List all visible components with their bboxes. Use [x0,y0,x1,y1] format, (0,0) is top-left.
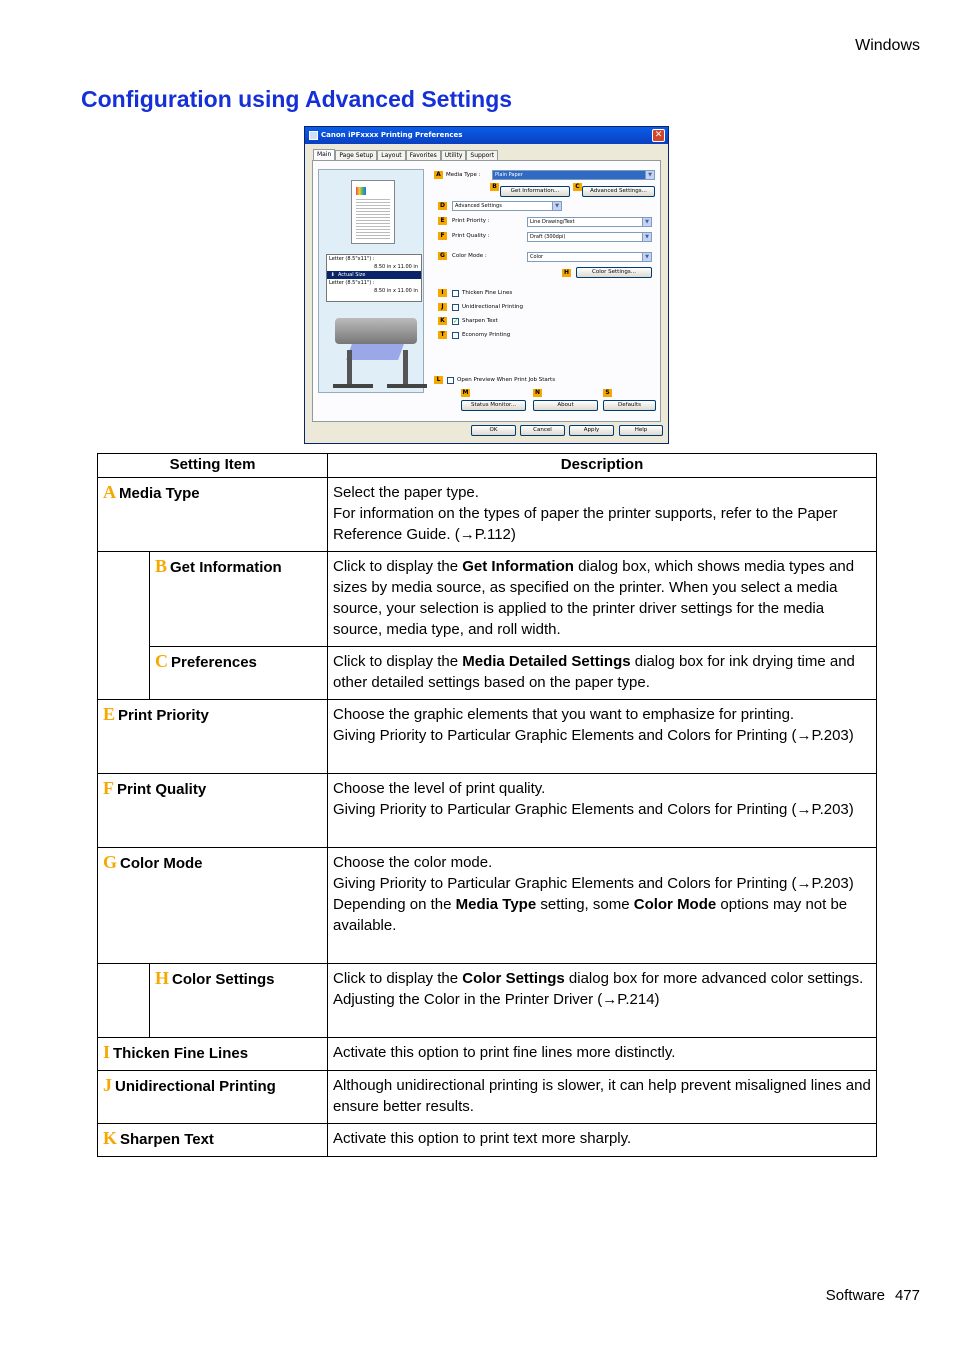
page-preview-thumbnail [351,180,395,244]
label-c: C [573,183,582,191]
section-header: Windows [855,37,920,54]
tab-favorites[interactable]: Favorites [406,150,441,161]
footer-chapter: Software [825,1287,885,1304]
desc-media-type: Select the paper type. For information on the types of paper the printer supports, refer to the Paper Reference Guide. (→P.112) [328,478,877,552]
print-quality-select[interactable]: Draft (300dpi) ▼ [527,232,652,242]
size-line-1: Letter (8.5"x11") : [329,256,375,262]
chevron-down-icon: ▼ [642,233,651,241]
desc-color-settings: Click to display the Color Settings dialog box for more advanced color settings. Adjusting the Color in the Printer Driver (→P.214) [328,964,877,1038]
sharpen-text-label: Sharpen Text [462,318,498,324]
label-t: T [438,331,447,339]
label-a: A [434,171,443,179]
item-unidirectional-printing: J Unidirectional Printing [98,1071,328,1124]
item-color-mode: G Color Mode [98,848,328,964]
label-h: H [563,269,570,276]
apply-button[interactable]: Apply [569,425,614,436]
label-l: L [434,376,443,384]
header-setting-item: Setting Item [98,454,328,478]
advanced-settings-button[interactable]: Advanced Settings... [582,186,655,197]
ok-button[interactable]: OK [471,425,516,436]
table-row [98,1124,877,1157]
item-get-information: B Get Information [150,552,328,647]
header-description: Description [328,454,877,478]
economy-printing-label: Economy Printing [462,332,511,338]
print-priority-select[interactable]: Line Drawing/Text ▼ [527,217,652,227]
desc-unidirectional-printing: Although unidirectional printing is slower, it can help prevent misaligned lines and ensure better results. [328,1071,877,1124]
item-color-settings: H Color Settings [150,964,328,1038]
item-sharpen-text: K Sharpen Text [98,1124,328,1157]
chevron-down-icon: ▼ [642,253,651,261]
print-preview-area [318,169,424,393]
close-icon[interactable]: ✕ [652,129,665,142]
desc-print-quality: Choose the level of print quality. Giving Priority to Particular Graphic Elements and Colors for Printing (→P.203) [328,774,877,848]
printer-icon [309,131,318,140]
indent-cell [98,964,150,1038]
about-button[interactable]: About [533,400,598,411]
page-footer [816,1287,920,1304]
color-mode-label: Color Mode : [452,253,487,259]
item-thicken-fine-lines: I Thicken Fine Lines [98,1038,328,1071]
table-row [98,552,877,647]
unidirectional-printing-label: Unidirectional Printing [462,304,523,310]
table-row [98,478,877,552]
thicken-fine-lines-label: Thicken Fine Lines [462,290,513,296]
economy-printing-checkbox[interactable] [452,332,459,339]
open-preview-label: Open Preview When Print Job Starts [457,377,556,383]
desc-preferences: Click to display the Media Detailed Settings dialog box for ink drying time and other detailed settings based on the paper type. [328,647,877,700]
cancel-button[interactable]: Cancel [520,425,565,436]
color-mode-select[interactable]: Color ▼ [527,252,652,262]
indent-cell [98,552,150,700]
chevron-down-icon: ▼ [645,171,654,179]
size-line-4: 8.50 in x 11.00 in [374,288,418,294]
table-row [98,700,877,774]
table-row [98,848,877,964]
item-preferences: C Preferences [150,647,328,700]
label-g: G [438,252,447,260]
dialog-title: Canon iPFxxxx Printing Preferences [321,131,463,139]
label-e: E [438,217,447,225]
table-row [98,774,877,848]
desc-print-priority: Choose the graphic elements that you want to emphasize for printing. Giving Priority to Particular Graphic Elements and Colors for Printing (→P.203) [328,700,877,774]
paper-size-info [326,254,422,302]
thicken-fine-lines-checkbox[interactable] [452,290,459,297]
item-print-quality: F Print Quality [98,774,328,848]
get-information-button[interactable]: Get Information... [500,186,570,197]
size-line-2: 8.50 in x 11.00 in [374,264,418,270]
chevron-down-icon: ▼ [642,218,651,226]
table-header-row [98,454,877,478]
dialog-title-bar [305,127,668,144]
tab-main[interactable]: Main [313,149,335,161]
sharpen-text-checkbox[interactable]: ✓ [453,318,459,325]
tab-support[interactable]: Support [466,150,498,161]
table-row [98,1038,877,1071]
media-type-label: Media Type : [446,172,481,178]
table-row [98,647,877,700]
page-number: 477 [894,1287,920,1304]
label-i: I [438,289,447,297]
print-quality-label: Print Quality : [452,233,490,239]
label-n: N [534,389,541,396]
chevron-down-icon: ▼ [552,202,561,210]
label-f: F [438,232,447,240]
desc-sharpen-text: Activate this option to print text more sharply. [328,1124,877,1157]
label-k: K [438,317,447,325]
desc-get-information: Click to display the Get Information dialog box, which shows media types and sizes by media source, as specified on the printer. When you select a media source, your selection is applied to the printer driver settings for the media source, media type, and roll width. [328,552,877,647]
status-monitor-button[interactable]: Status Monitor... [461,400,526,411]
print-priority-label: Print Priority : [452,218,490,224]
media-type-select[interactable]: Plain Paper ▼ [492,170,655,180]
printing-preferences-dialog [304,126,669,444]
unidirectional-printing-checkbox[interactable] [452,304,459,311]
page-title: Configuration using Advanced Settings [81,86,513,112]
size-line-3: Letter (8.5"x11") : [329,280,375,286]
actual-size-label: ⬇ Actual Size [327,271,421,279]
label-m: M [462,389,469,396]
help-button[interactable]: Help [619,425,663,436]
main-tab-panel [312,160,661,422]
color-settings-button[interactable]: Color Settings... [576,267,652,278]
settings-table [97,453,877,1157]
settings-mode-select[interactable]: Advanced Settings ▼ [452,201,562,211]
tab-utility[interactable]: Utility [441,150,467,161]
desc-color-mode: Choose the color mode. Giving Priority to Particular Graphic Elements and Colors for Printing (→P.203) Depending on the Media Type setting, some Color Mode options may not be available. [328,848,877,964]
desc-thicken-fine-lines: Activate this option to print fine lines more distinctly. [328,1038,877,1071]
label-j: J [438,303,447,311]
tab-page-setup[interactable]: Page Setup [335,150,377,161]
open-preview-checkbox[interactable] [447,377,454,384]
printer-illustration [331,310,421,390]
tab-layout[interactable]: Layout [377,150,405,161]
defaults-button[interactable]: Defaults [603,400,656,411]
item-print-priority: E Print Priority [98,700,328,774]
label-s: S [603,389,612,397]
table-row [98,1071,877,1124]
table-row [98,964,877,1038]
item-media-type: A Media Type [98,478,328,552]
label-d: D [438,202,447,210]
label-b: B [490,183,499,191]
